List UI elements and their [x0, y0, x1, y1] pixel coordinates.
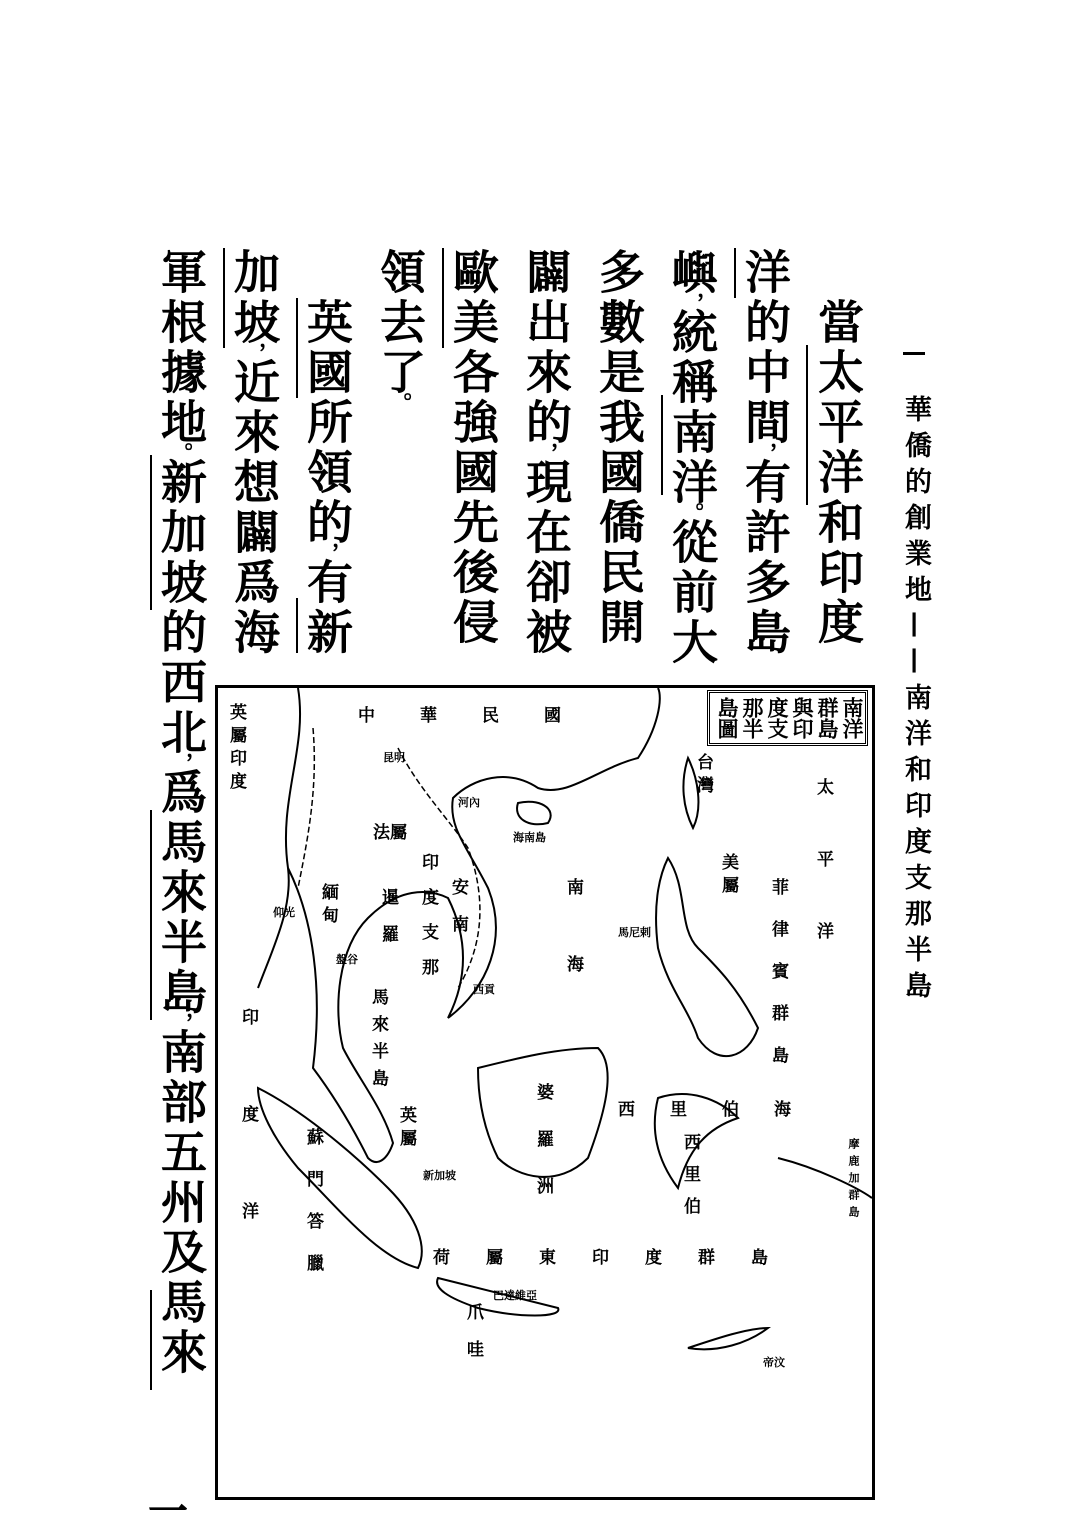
label-south-sea: 南海	[563, 878, 583, 1032]
timor-outline	[688, 1328, 768, 1349]
label-taiwan: 台灣	[693, 753, 713, 799]
label-kunming: 昆明	[383, 751, 405, 764]
label-philippines: 菲律賓群島	[768, 878, 788, 1088]
text-column-8: 英國所領的，有新	[300, 298, 354, 658]
railway-line	[398, 748, 480, 988]
label-celebes: 西里伯	[680, 1133, 700, 1229]
label-indochina: 印度支那	[418, 853, 438, 993]
text-column-5: 闢出來的，現在卻被	[519, 248, 573, 658]
label-saigon: 西貢	[473, 983, 495, 996]
proper-noun-underline	[150, 810, 152, 1020]
label-bangkok: 盤谷	[336, 953, 358, 966]
proper-noun-underline	[661, 395, 663, 495]
label-batavia: 巴達維亞	[493, 1289, 537, 1302]
label-french: 法屬	[373, 823, 407, 843]
text-column-6: 歐美各強國先後侵	[446, 248, 500, 648]
label-timor: 帝汶	[763, 1356, 785, 1369]
hainan-outline	[517, 802, 551, 825]
label-indian-ocean: 印度洋	[238, 1008, 258, 1299]
label-hainan: 海南島	[513, 831, 546, 844]
header-number-mark	[903, 352, 925, 355]
proper-noun-underline	[296, 298, 298, 398]
label-celebes-sea: 西里伯海	[618, 1100, 826, 1120]
proper-noun-underline	[223, 248, 225, 348]
philippines-outline	[656, 858, 758, 1056]
text-column-10: 軍根據地。新加坡的西北，爲馬來半島，南部五州及馬來	[154, 248, 208, 1378]
proper-noun-underline	[150, 455, 152, 610]
label-annam: 安南	[448, 878, 468, 952]
label-burma: 緬甸	[318, 883, 338, 929]
map-southeast-asia	[215, 685, 875, 1500]
text-column-4: 多數是我國僑民開	[592, 248, 646, 648]
text-column-7: 領去了。	[373, 248, 427, 414]
label-singapore: 新加坡	[423, 1169, 456, 1182]
label-moluccas: 摩鹿加群島	[847, 1138, 860, 1223]
proper-noun-underline	[150, 1290, 152, 1390]
label-malay: 馬來半島	[368, 988, 388, 1096]
text-column-1: 當太平洋和印度	[811, 298, 865, 648]
proper-noun-underline	[296, 598, 298, 653]
label-java: 爪哇	[463, 1303, 483, 1377]
label-siam: 暹羅	[378, 888, 398, 962]
map-title: 南洋群島與印度支那半島圖	[707, 690, 868, 746]
label-british-india: 英屬印度	[226, 703, 246, 795]
label-rangoon: 仰光	[273, 906, 295, 919]
label-china: 中華民國	[358, 706, 606, 726]
text-column-2: 洋的中間，有許多島	[738, 248, 792, 658]
text-column-9: 加坡，近來想闢爲海	[227, 248, 281, 658]
railway-line	[298, 728, 314, 888]
label-borneo: 婆羅洲	[533, 1083, 553, 1224]
label-us-possession: 美屬	[718, 853, 738, 899]
label-pacific: 太平洋	[813, 778, 833, 994]
running-header: 華僑的創業地——南洋和印度支那半島	[900, 395, 931, 1007]
proper-noun-underline	[734, 248, 736, 298]
proper-noun-underline	[806, 345, 808, 505]
label-hanoi: 河內	[458, 796, 480, 809]
label-british: 英屬	[396, 1106, 416, 1152]
label-manila: 馬尼剌	[618, 926, 651, 939]
text-column-3: 嶼，統稱南洋。從前大	[665, 248, 719, 668]
label-dutch-east-indies: 荷屬東印度群島	[433, 1248, 804, 1268]
page-number: 一	[148, 1488, 188, 1535]
label-sumatra: 蘇門答臘	[303, 1128, 323, 1296]
proper-noun-underline	[442, 248, 444, 348]
